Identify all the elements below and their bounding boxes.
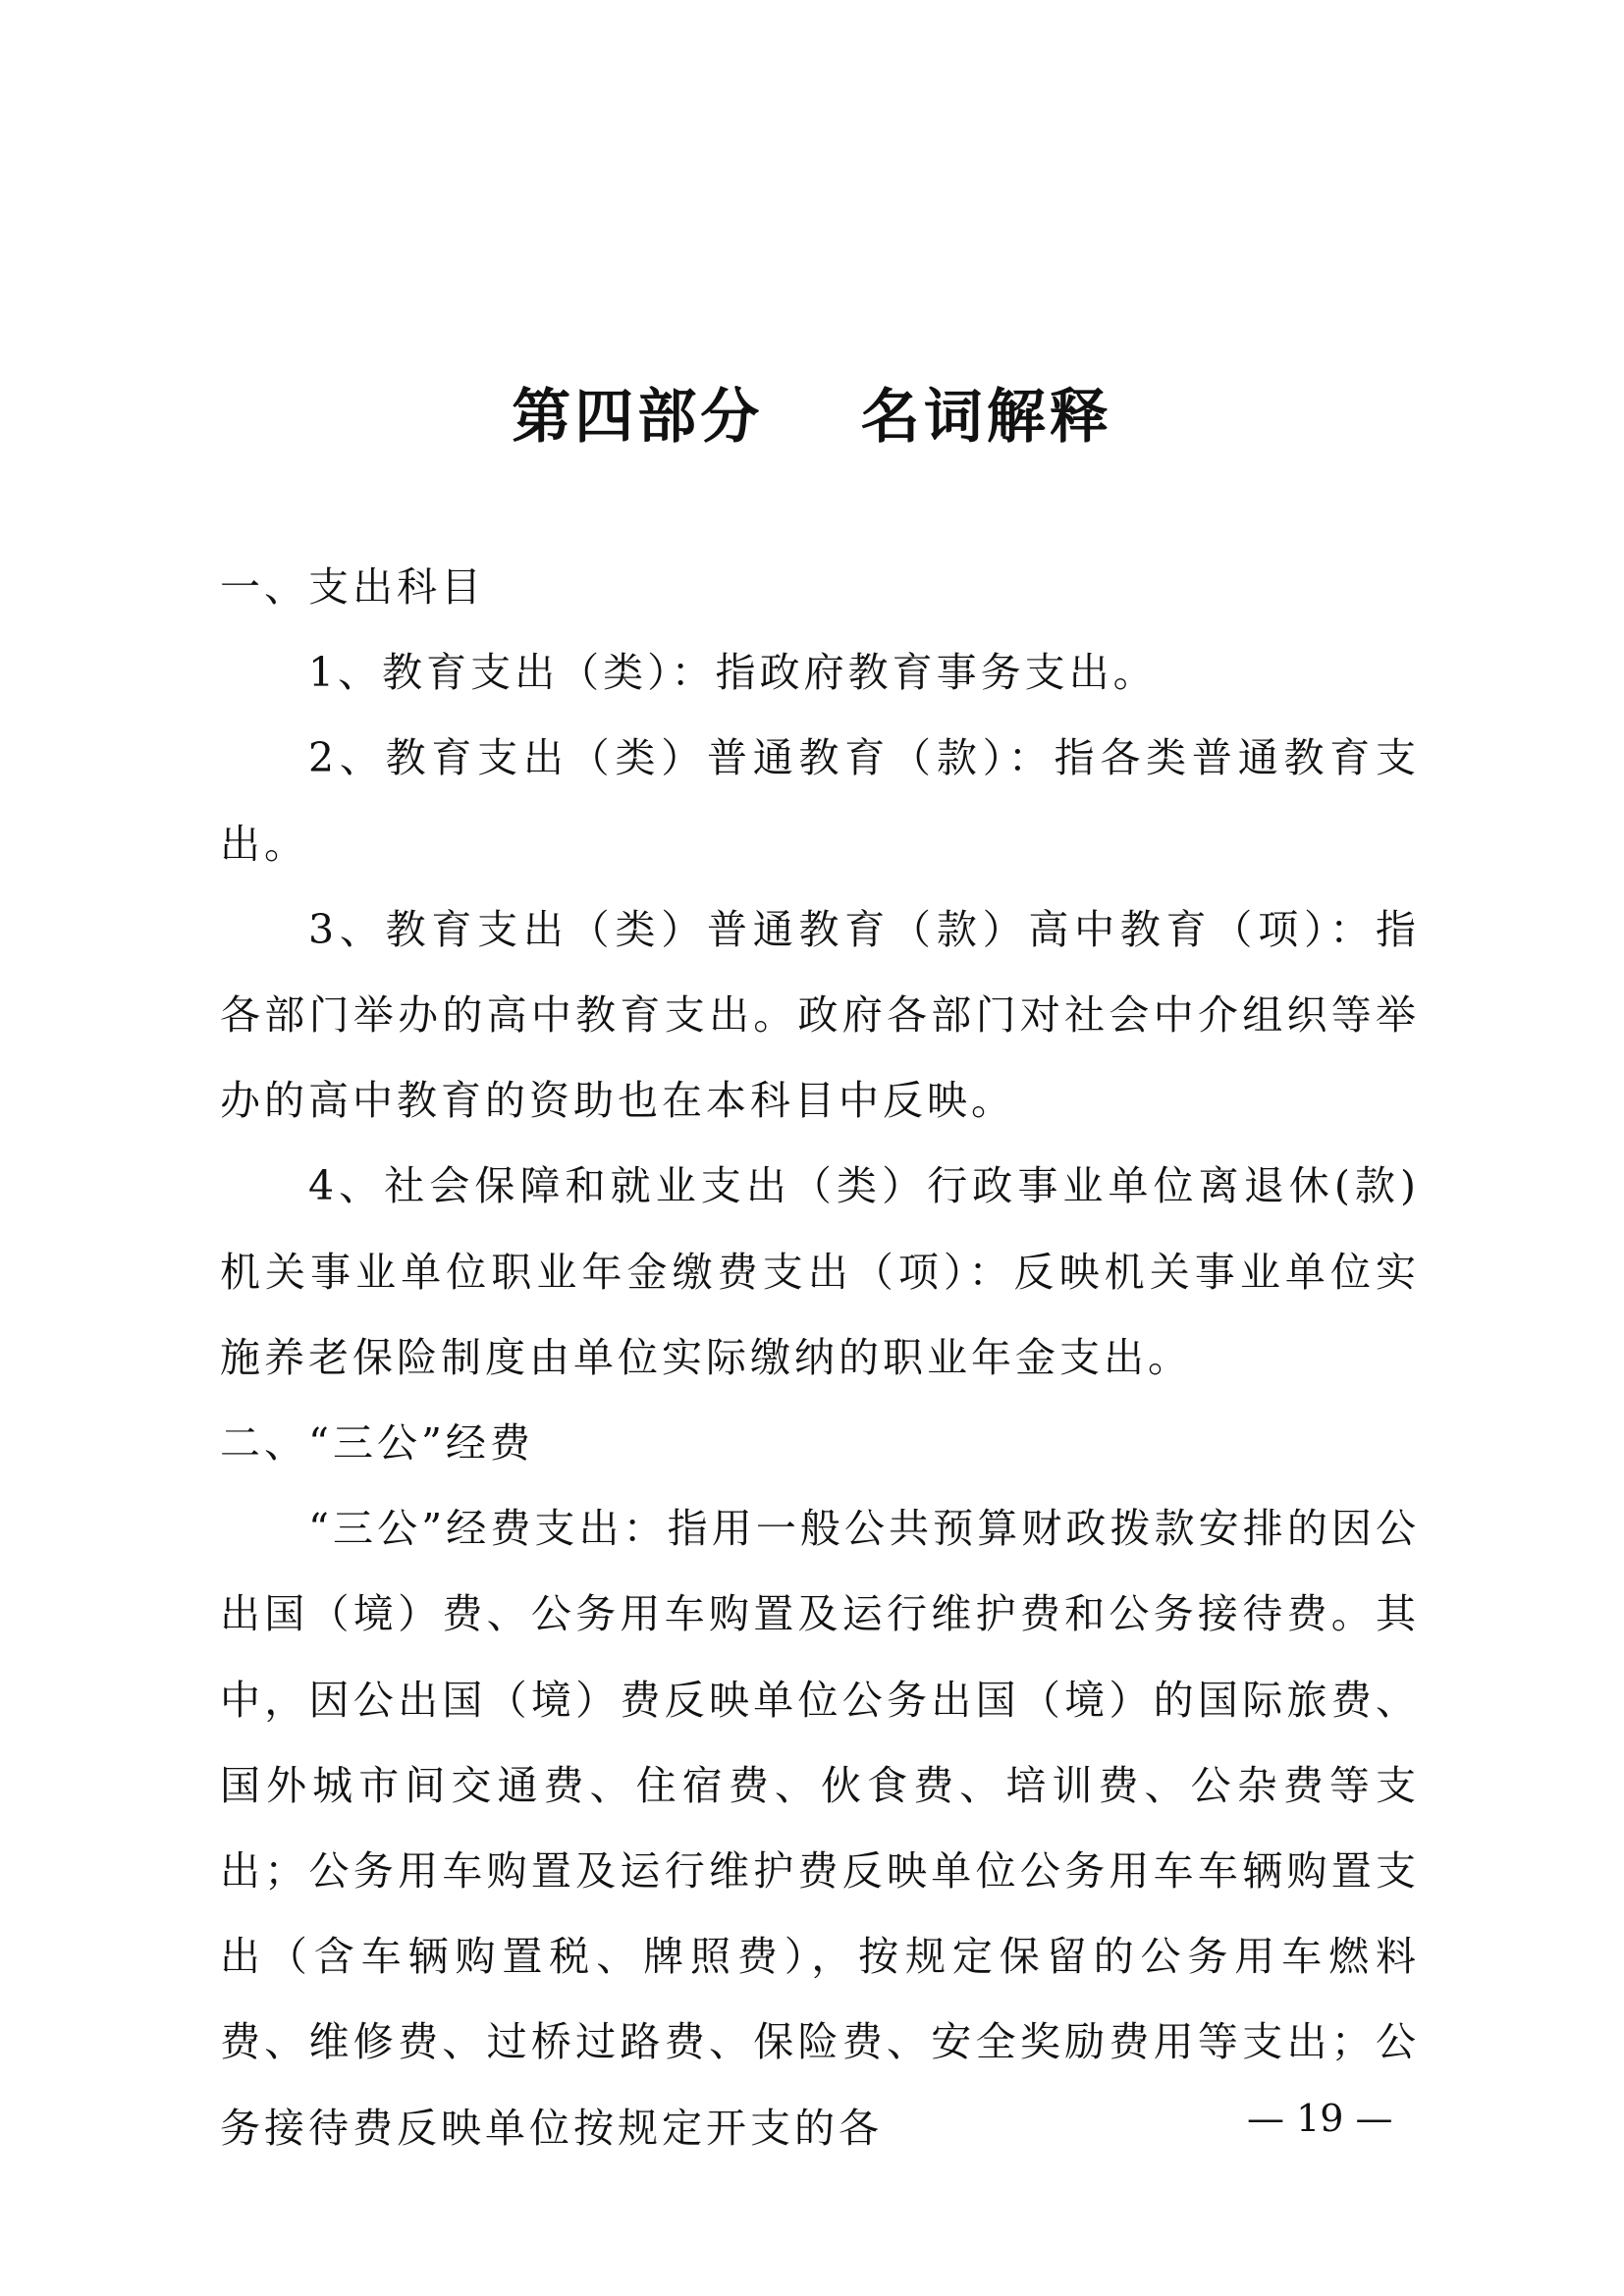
- page-number: — 19 —: [1247, 2097, 1393, 2140]
- paragraph: 3、教育支出（类）普通教育（款）高中教育（项）：指各部门举办的高中教育支出。政府各部门对社会中介组织等举办的高中教育的资助也在本科目中反映。: [220, 905, 1420, 1125]
- paragraph: 2、教育支出（类）普通教育（款）：指各类普通教育支出。: [220, 734, 1420, 868]
- paragraph: 4、社会保障和就业支出（类）行政事业单位离退休(款)机关事业单位职业年金缴费支出（项）：反映机关事业单位实施养老保险制度由单位实际缴纳的职业年金支出。: [220, 1162, 1420, 1381]
- section-heading: 一、支出科目: [220, 563, 485, 611]
- page-title: 第四部分 名词解释: [512, 383, 1112, 452]
- paragraph: 1、教育支出（类）：指政府教育事务支出。: [308, 649, 1158, 697]
- section-heading: 二、“三公”经费: [220, 1419, 534, 1468]
- document-body: [220, 545, 1420, 2171]
- paragraph: “三公”经费支出：指用一般公共预算财政拨款安排的因公出国（境）费、公务用车购置及运行维护费和公务接待费。其中，因公出国（境）费反映单位公务出国（境）的国际旅费、国外城市间交通费、住宿费、伙食费、培训费、公杂费等支出；公务用车购置及运行维护费反映单位公务用车车辆购置支出（含车辆购置税、牌照费），按规定保留的公务用车燃料费、维修费、过桥过路费、保险费、安全奖励费用等支出；公务接待费反映单位按规定开支的各: [220, 1505, 1420, 2152]
